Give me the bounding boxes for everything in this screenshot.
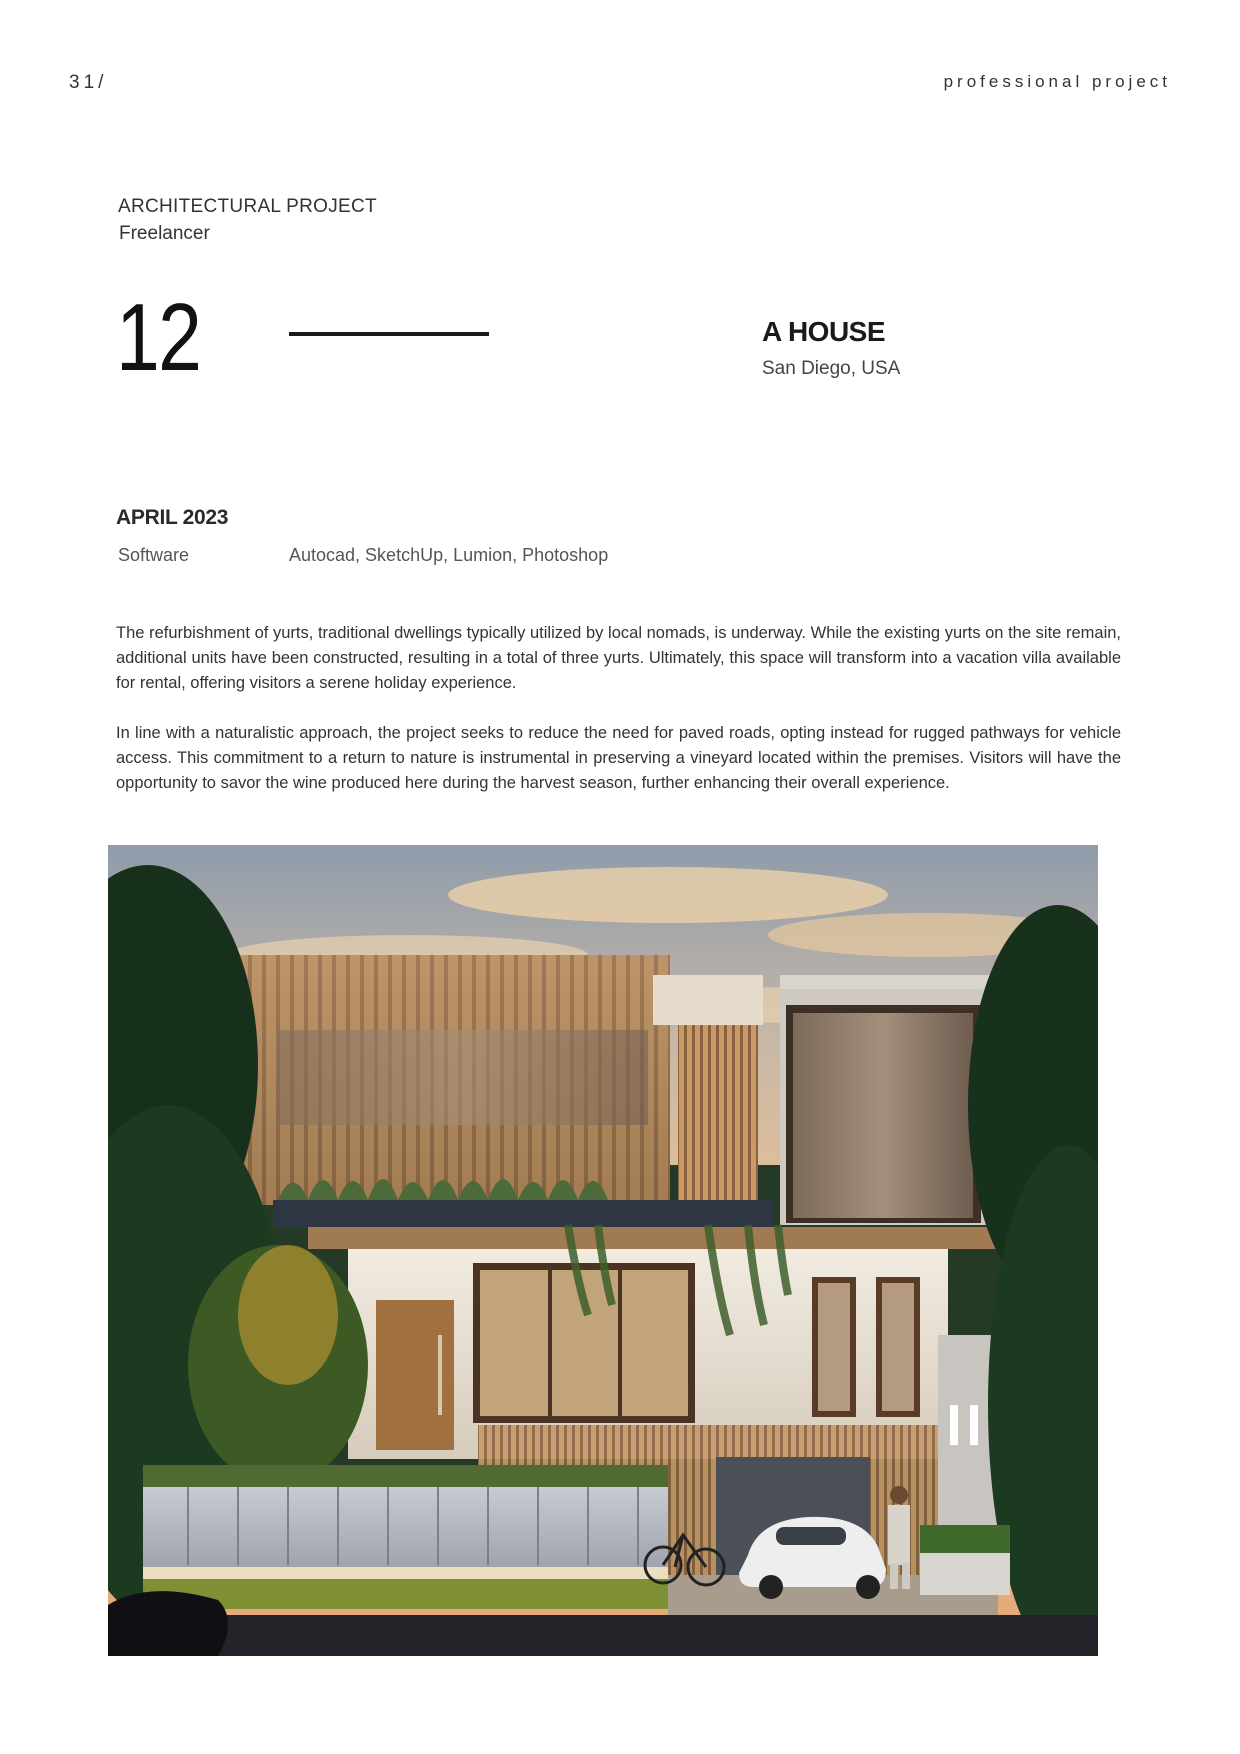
- house-rendering-image: [108, 845, 1098, 1656]
- section-label: professional project: [943, 72, 1171, 91]
- software-label: Software: [118, 545, 190, 565]
- project-title: A HOUSE: [762, 316, 886, 347]
- project-date: APRIL 2023: [116, 506, 229, 529]
- page-number: 31/: [69, 72, 108, 93]
- project-category: ARCHITECTURAL PROJECT: [118, 196, 377, 217]
- description-paragraph-1: The refurbishment of yurts, traditional dwellings typically utilized by local nomads, is underway. While the existing yurts on the site remain, additional units have been constructed, resulting in a total of three yurts. Ultimately, this space will transform into a vacation villa available for rental, offering visitors a serene holiday experience.: [116, 624, 1121, 692]
- house-rendering-illustration: [108, 845, 1098, 1656]
- software-value: Autocad, SketchUp, Lumion, Photoshop: [289, 545, 609, 565]
- project-location: San Diego, USA: [762, 358, 901, 379]
- description-paragraph-2: In line with a naturalistic approach, the project seeks to reduce the need for paved roads, opting instead for rugged pathways for vehicle access. This commitment to a return to nature is instrumental in preserving a vineyard located within the premises. Visitors will have the opportunity to savor the wine produced here during the harvest season, further enhancing their overall experience.: [116, 724, 1121, 792]
- title-divider: [289, 332, 489, 336]
- project-number: 12: [116, 284, 201, 391]
- project-role: Freelancer: [119, 223, 210, 244]
